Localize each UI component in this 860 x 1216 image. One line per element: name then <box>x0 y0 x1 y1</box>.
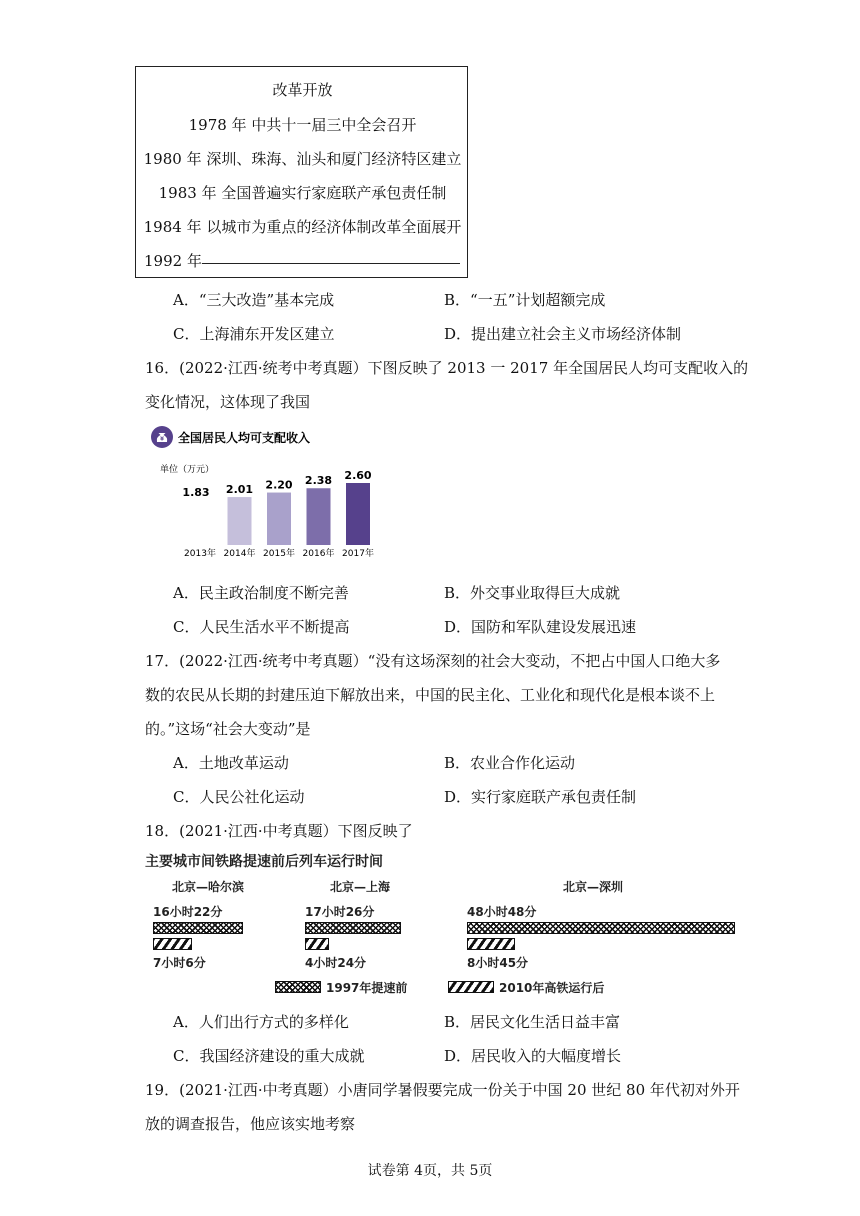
q16-stem-line: 变化情况，这体现了我国 <box>145 393 311 411</box>
q15-option-b[interactable]: B．“一五”计划超额完成 <box>444 291 606 309</box>
q17-stem-line: 17．(2022·江西·统考中考真题）“没有这场深刻的社会大变动，不把占中国人口绝大多 <box>145 652 721 670</box>
q16-option-b[interactable]: B．外交事业取得巨大成就 <box>444 584 621 602</box>
q18-stem-line: 18．(2021·江西·中考真题）下图反映了 <box>145 822 413 840</box>
q18-option-c[interactable]: C．我国经济建设的重大成就 <box>173 1047 365 1065</box>
income-value-label: 2.60 <box>344 469 372 482</box>
income-chart <box>150 424 374 564</box>
income-chart-title: 全国居民人均可支配收入 <box>178 431 311 445</box>
reform-timeline-box <box>135 66 468 278</box>
income-chart-unit: 单位（万元） <box>160 465 215 475</box>
legend-label-after: 2010年高铁运行后 <box>499 981 605 995</box>
timeline-row: 1983 年 全国普遍实行家庭联产承包责任制 <box>158 184 447 202</box>
after-time-label: 4小时24分 <box>305 956 367 970</box>
money-bag-icon <box>151 426 173 448</box>
before-time-label: 16小时22分 <box>153 905 223 919</box>
q17-option-b[interactable]: B．农业合作化运动 <box>444 754 576 772</box>
income-bar <box>188 501 212 545</box>
q15-option-a[interactable]: A．“三大改造”基本完成 <box>173 291 335 309</box>
income-bar <box>228 497 252 545</box>
q17-option-d[interactable]: D．实行家庭联产承包责任制 <box>444 788 637 806</box>
income-bar <box>307 488 331 545</box>
before-bar <box>467 922 735 934</box>
q16-option-d[interactable]: D．国防和军队建设发展迅速 <box>444 618 637 636</box>
timeline-row: 1978 年 中共十一届三中全会召开 <box>188 116 417 134</box>
rail-chart <box>140 848 750 1000</box>
q15-option-d[interactable]: D．提出建立社会主义市场经济体制 <box>444 325 682 343</box>
q16-option-c[interactable]: C．人民生活水平不断提高 <box>173 618 350 636</box>
q16-option-a[interactable]: A．民主政治制度不断完善 <box>173 584 349 602</box>
timeline-blank-line <box>202 263 460 264</box>
q19-stem-line: 放的调查报告，他应该实地考察 <box>145 1115 356 1133</box>
after-bar <box>467 938 515 950</box>
q15-option-c[interactable]: C．上海浦东开发区建立 <box>173 325 335 343</box>
q18-option-a[interactable]: A．人们出行方式的多样化 <box>173 1013 349 1031</box>
before-time-label: 17小时26分 <box>305 905 375 919</box>
after-time-label: 8小时45分 <box>467 956 529 970</box>
q17-option-a[interactable]: A．土地改革运动 <box>173 754 289 772</box>
page-footer: 试卷第 4页，共 5页 <box>367 1163 493 1179</box>
timeline-last-year: 1992 年 <box>144 252 202 270</box>
before-bar <box>305 922 401 934</box>
legend-swatch-before <box>275 981 321 993</box>
legend-swatch-after <box>448 981 494 993</box>
income-category-label: 2014年 <box>223 549 256 559</box>
income-bar <box>267 493 291 545</box>
legend-label-before: 1997年提速前 <box>326 981 408 995</box>
before-bar <box>153 922 243 934</box>
timeline-title: 改革开放 <box>272 81 333 99</box>
after-bar <box>305 938 329 950</box>
income-category-label: 2016年 <box>302 549 335 559</box>
income-value-label: 2.01 <box>225 483 254 497</box>
income-category-label: 2015年 <box>263 549 295 559</box>
route-label: 北京—深圳 <box>563 880 624 894</box>
route-label: 北京—上海 <box>330 880 391 894</box>
rail-chart-title: 主要城市间铁路提速前后列车运行时间 <box>145 854 383 870</box>
q17-option-c[interactable]: C．人民公社化运动 <box>173 788 305 806</box>
timeline-row: 1984 年 以城市为重点的经济体制改革全面展开 <box>143 218 462 236</box>
timeline-row: 1980 年 深圳、珠海、汕头和厦门经济特区建立 <box>143 150 462 168</box>
q19-stem-line: 19．(2021·江西·中考真题）小唐同学暑假要完成一份关于中国 20 世纪 80 年代初对外开 <box>145 1081 740 1099</box>
income-category-label: 2017年 <box>342 549 374 559</box>
q16-stem-line: 16．(2022·江西·统考中考真题）下图反映了 2013 一 2017 年全国居民人均可支配收入的 <box>145 359 749 377</box>
route-label: 北京—哈尔滨 <box>172 880 245 894</box>
income-value-label: 1.83 <box>182 486 210 499</box>
income-value-label: 2.38 <box>304 474 333 488</box>
after-bar <box>153 938 192 950</box>
income-chart-svg <box>150 424 374 564</box>
q18-option-d[interactable]: D．居民收入的大幅度增长 <box>444 1047 622 1065</box>
q17-stem-line: 的。”这场“社会大变动”是 <box>145 720 311 738</box>
q18-option-b[interactable]: B．居民文化生活日益丰富 <box>444 1013 621 1031</box>
q17-stem-line: 数的农民从长期的封建压迫下解放出来，中国的民主化、工业化和现代化是根本谈不上 <box>145 686 716 704</box>
income-value-label: 2.20 <box>265 478 293 492</box>
income-bar <box>346 483 370 545</box>
before-time-label: 48小时48分 <box>467 905 537 919</box>
income-category-label: 2013年 <box>184 549 216 559</box>
after-time-label: 7小时6分 <box>153 956 206 970</box>
svg-text:¥: ¥ <box>160 436 164 443</box>
